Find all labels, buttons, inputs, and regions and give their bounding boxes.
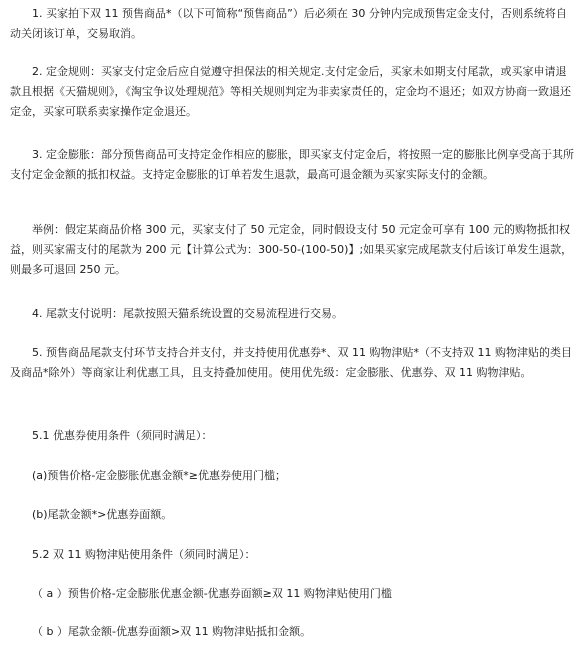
paragraph-1: 1. 买家拍下双 11 预售商品*（以下可简称“预售商品”）后必须在 30 分钟内完成预售定金支付，否则系统将自动关闭该订单，交易取消。 [10,7,567,40]
heading-5-2: 5.2 双 11 购物津贴使用条件（须同时满足）： [32,548,256,561]
paragraph-2: 2. 定金规则：买家支付定金后应自觉遵守担保法的相关规定.支付定金后，买家未如期支付尾款，或买家申请退款且根据《天猫规则》，《淘宝争议处理规范》等相关规则判定为非卖家责任的，定金均不退还；如双方协商一致退还定金，买家可联系卖家操作定金退还。 [10,65,571,118]
condition-5-2-b: （ b ）尾款金额-优惠券面额>双 11 购物津贴抵扣金额。 [32,625,312,638]
heading-5-1: 5.1 优惠券使用条件（须同时满足）： [32,429,213,442]
paragraph-5: 5. 预售商品尾款支付环节支持合并支付，并支持使用优惠券*、双 11 购物津贴*（不支持双 11 购物津贴的类目及商品*除外）等商家让利优惠工具，且支持叠加使用。使用优先级：定金膨胀、优惠券、双 11 购物津贴。 [10,346,572,379]
paragraph-4: 4. 尾款支付说明：尾款按照天猫系统设置的交易流程进行交易。 [32,307,343,320]
condition-5-1-a: (a)预售价格-定金膨胀优惠金额*≥优惠券使用门槛； [32,469,287,482]
paragraph-3: 3. 定金膨胀：部分预售商品可支持定金作相应的膨胀，即买家支付定金后，将按照一定的膨胀比例享受高于其所支付定金金额的抵扣权益。支持定金膨胀的订单若发生退款，最高可退金额为买家实际支付的金额。 [10,148,574,181]
condition-5-1-b: (b)尾款金额*>优惠券面额。 [32,508,173,521]
condition-5-2-a: （ a ）预售价格-定金膨胀优惠金额-优惠券面额≥双 11 购物津贴使用门槛 [32,587,392,600]
paragraph-example: 举例：假定某商品价格 300 元，买家支付了 50 元定金，同时假设支付 50 元定金可享有 100 元的购物抵扣权益，则买家需支付的尾款为 200 元【计算公式为：300-50-(100-50)】;如果买家完成尾款支付后该订单发生退款，则最多可退回 250 元。 [10,223,573,276]
